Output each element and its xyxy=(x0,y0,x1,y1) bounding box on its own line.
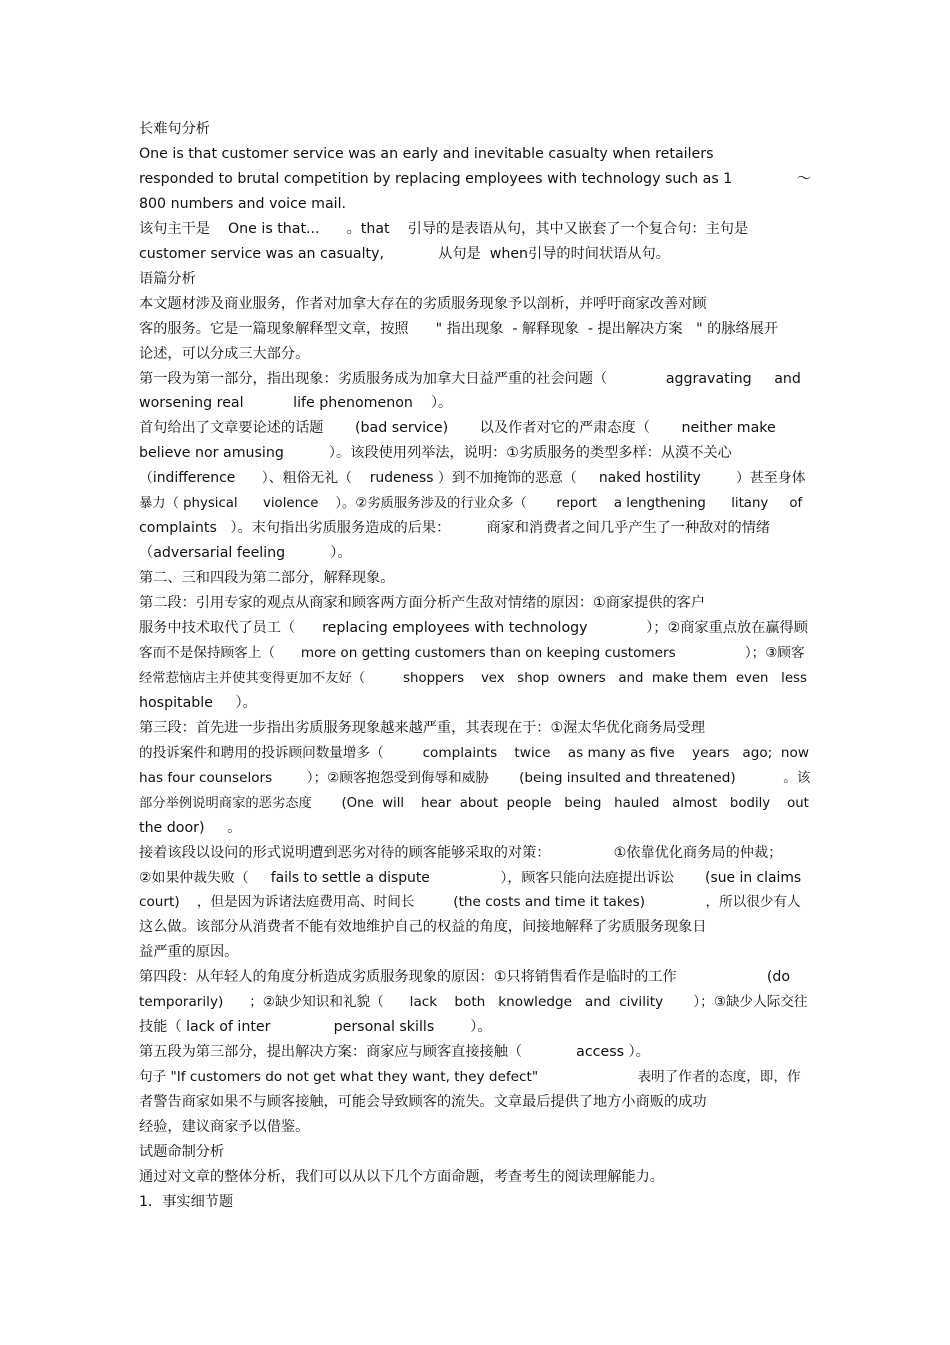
text-line: 第一段为第一部分，指出现象：劣质服务成为加拿大日益严重的社会问题（ aggravating and xyxy=(139,370,801,387)
text-line: 的投诉案件和聘用的投诉顾问数量增多（ complaints twice as many as five years ago; now xyxy=(139,744,809,761)
text-line: 者警告商家如果不与顾客接触，可能会导致顾客的流失。文章最后提供了地方小商贩的成功 xyxy=(139,1094,707,1111)
text-line: 接着该段以设问的形式说明遭到恶劣对待的顾客能够采取的对策： ①依靠优化商务局的仲裁； xyxy=(139,844,783,861)
text-line: 该句主干是 One is that... 。that 引导的是表语从句，其中又嵌套了一个复合句：主句是 xyxy=(139,220,749,237)
text-line: 这么做。该部分从消费者不能有效地维护自己的权益的角度，间接地解释了劣质服务现象日 xyxy=(139,919,707,936)
text-line: complaints ）。末句指出劣质服务造成的后果： 商家和消费者之间几乎产生了一种敌对的情绪 xyxy=(139,520,771,537)
text-line: 第五段为第三部分，提出解决方案：商家应与顾客直接接触（ access ）。 xyxy=(139,1044,650,1061)
text-line: 语篇分析 xyxy=(139,270,196,287)
text-line: 句子 "If customers do not get what they want, they defect" 表明了作者的态度，即，作 xyxy=(139,1069,801,1086)
text-line: 800 numbers and voice mail. xyxy=(139,195,347,212)
text-line: 试题命制分析 xyxy=(139,1143,225,1160)
text-line: 客而不是保持顾客上（ more on getting customers than on keeping customers ）；③顾客 xyxy=(139,644,805,661)
text-line: 第二、三和四段为第二部分，解释现象。 xyxy=(139,570,395,587)
text-line: 经常惹恼店主并使其变得更加不友好（ shoppers vex shop owners and make them even less xyxy=(139,670,807,686)
text-line: 论述，可以分成三大部分。 xyxy=(139,345,310,362)
text-line: ②如果仲裁失败（ fails to settle a dispute ），顾客只能向法庭提出诉讼 (sue in claims xyxy=(139,869,802,886)
text-line: 暴力（ physical violence ）。②劣质服务涉及的行业众多（ report a lengthening litany of xyxy=(139,496,803,512)
text-line: 第三段：首先进一步指出劣质服务现象越来越严重，其表现在于：①渥太华优化商务局受理 xyxy=(139,719,706,736)
text-line-main: responded to brutal competition by replacing employees with technology such as 1 xyxy=(139,170,733,187)
text-line: worsening real life phenomenon ）。 xyxy=(139,395,453,412)
text-line: 1．事实细节题 xyxy=(139,1193,234,1210)
text-line: customer service was an casualty, 从句是 when引导的时间状语从句。 xyxy=(139,245,670,262)
text-line: 通过对文章的整体分析，我们可以从以下几个方面命题，考查考生的阅读理解能力。 xyxy=(139,1168,664,1185)
text-line: 长难句分析 xyxy=(139,121,210,137)
text-line: 部分举例说明商家的恶劣态度 (One will hear about people being hauled almost bodily out xyxy=(139,795,809,811)
text-line: 技能（ lack of inter personal skills ）。 xyxy=(139,1019,492,1036)
text-line: 第四段：从年轻人的角度分析造成劣质服务现象的原因：①只将销售看作是临时的工作 (do xyxy=(139,969,791,986)
text-line: 服务中技术取代了员工（ replacing employees with technology ）；②商家重点放在赢得顾 xyxy=(139,620,808,636)
text-line: 益严重的原因。 xyxy=(139,944,239,961)
text-line: 第二段：引用专家的观点从商家和顾客两方面分析产生敌对情绪的原因：①商家提供的客户 xyxy=(139,595,706,612)
tilde-symbol: ～ xyxy=(796,170,811,187)
text-line: hospitable ）。 xyxy=(139,694,257,711)
text-line: has four counselors ）；②顾客抱怨受到侮辱和威胁 (being insulted and threatened) 。该 xyxy=(139,769,811,786)
text-line: One is that customer service was an early and inevitable casualty when retailers xyxy=(139,145,714,162)
text-line: the door) 。 xyxy=(139,819,242,836)
text-line: temporarily) ；②缺少知识和礼貌（ lack both knowledge and civility ）；③缺少人际交往 xyxy=(139,994,808,1011)
text-line: 客的服务。它是一篇现象解释型文章，按照 " 指出现象 - 解释现象 - 提出解决方案 " 的脉络展开 xyxy=(139,320,779,337)
text-line: court) ，但是因为诉诸法庭费用高、时间长 (the costs and time it takes) ，所以很少有人 xyxy=(139,894,801,911)
text-line: （indifference ）、粗俗无礼（ rudeness ）到不加掩饰的恶意（ naked hostility ）甚至身体 xyxy=(139,470,806,487)
text-line: 经验，建议商家予以借鉴。 xyxy=(139,1119,310,1135)
text-line: believe nor amusing ）。该段使用列举法，说明：①劣质服务的类型多样：从漠不关心 xyxy=(139,445,732,462)
text-line: （adversarial feeling ）。 xyxy=(139,545,352,562)
text-line: 首句给出了文章要论述的话题 (bad service) 以及作者对它的严肃态度（ neither make xyxy=(139,420,776,437)
text-line: 本文题材涉及商业服务，作者对加拿大存在的劣质服务现象予以剖析，并呼吁商家改善对顾 xyxy=(139,295,707,312)
text-line xyxy=(139,167,811,192)
